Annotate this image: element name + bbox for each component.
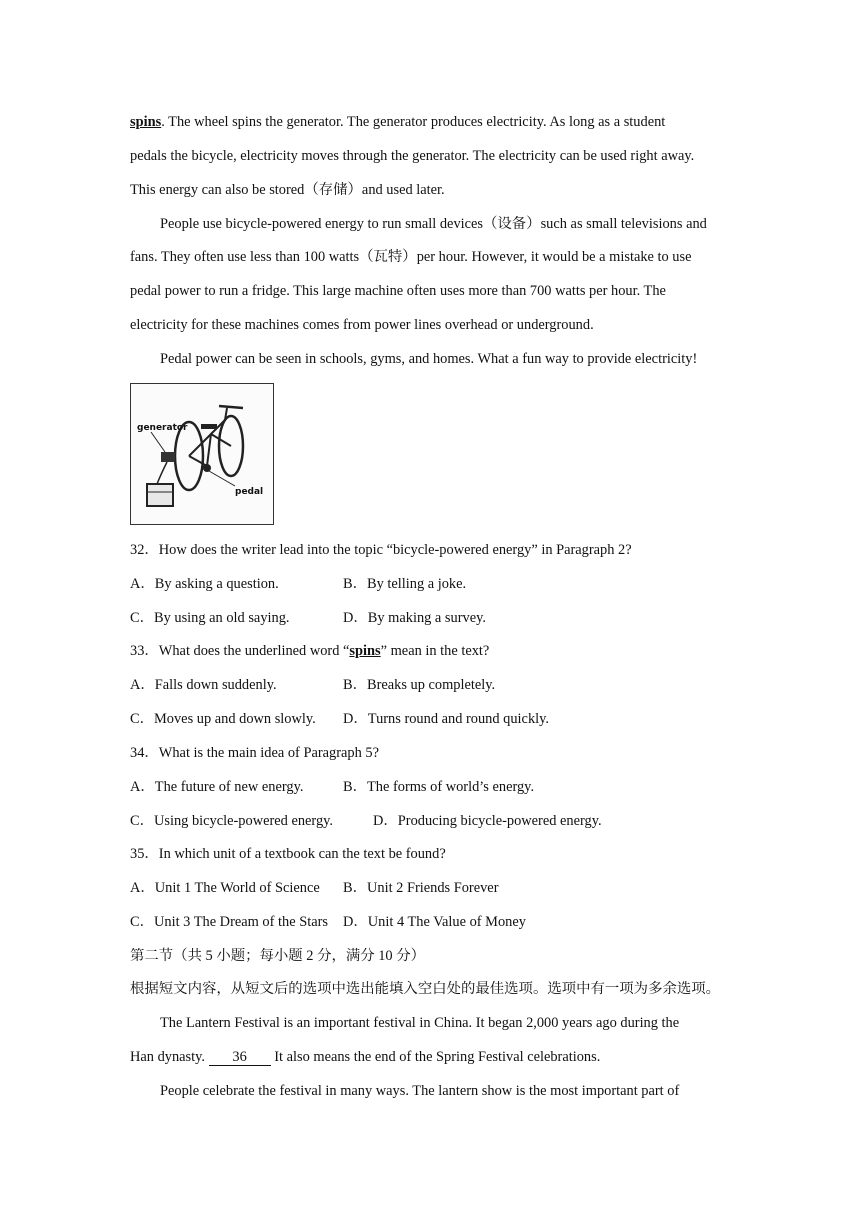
pedal-pointer (209, 471, 235, 486)
battery-box (147, 484, 173, 506)
handlebar (219, 406, 243, 408)
pedal-label: pedal (235, 487, 264, 497)
passage-line (130, 112, 665, 132)
option-d[interactable]: D．Unit 4 The Value of Money (343, 914, 526, 930)
option-a[interactable]: A．By asking a question. (130, 576, 279, 592)
option-c[interactable]: C．Using bicycle-powered energy. (130, 813, 334, 829)
section-heading: 第二节（共 5 小题；每小题 2 分，满分 10 分） (130, 948, 426, 964)
option-b[interactable]: B．Breaks up completely. (343, 677, 496, 693)
option-c[interactable]: C．Unit 3 The Dream of the Stars (130, 914, 328, 930)
passage-text: Han dynasty. (130, 1049, 209, 1065)
wire (157, 462, 167, 484)
pedal-crank (203, 464, 211, 472)
generator-label: generator (137, 423, 188, 433)
seat (201, 424, 217, 429)
passage-line: This energy can also be stored（存储）and used later. (130, 182, 445, 198)
passage-line: People celebrate the festival in many ways. The lantern show is the most important part of (160, 1083, 680, 1099)
passage-line: pedal power to run a fridge. This large machine often uses more than 700 watts per hour. The (130, 283, 666, 299)
bicycle-illustration (131, 384, 273, 524)
passage-line: The Lantern Festival is an important festival in China. It began 2,000 years ago during the (160, 1015, 680, 1031)
section-instruction: 根据短文内容，从短文后的选项中选出能填入空白处的最佳选项。选项中有一项为多余选项。 (130, 981, 721, 997)
option-a[interactable]: A．Unit 1 The World of Science (130, 880, 320, 896)
passage-text: . The wheel spins the generator. The generator produces electricity. As long as a student (161, 114, 666, 130)
passage-line: fans. They often use less than 100 watts（瓦特）per hour. However, it would be a mistake to use (130, 249, 692, 265)
question-34: 34．What is the main idea of Paragraph 5? (130, 745, 379, 761)
option-a[interactable]: A．Falls down suddenly. (130, 677, 277, 693)
passage-line: People use bicycle-powered energy to run small devices（设备）such as small televisions and (160, 216, 707, 232)
option-d[interactable]: D．By making a survey. (343, 610, 486, 626)
option-d[interactable]: D．Producing bicycle-powered energy. (373, 813, 602, 829)
passage-line: pedals the bicycle, electricity moves through the generator. The electricity can be used right away. (130, 148, 695, 164)
generator-block (161, 452, 175, 462)
passage-line: electricity for these machines comes from power lines overhead or underground. (130, 317, 594, 333)
option-d[interactable]: D．Turns round and round quickly. (343, 711, 549, 727)
question-35: 35．In which unit of a textbook can the text be found? (130, 846, 446, 862)
question-33 (130, 641, 489, 661)
option-b[interactable]: B．Unit 2 Friends Forever (343, 880, 499, 896)
blank-36[interactable]: 36 (209, 1049, 271, 1066)
passage-line: Pedal power can be seen in schools, gyms, and homes. What a fun way to provide electricity! (160, 351, 698, 367)
question-text: 33．What does the underlined word “ (130, 643, 350, 659)
underlined-word: spins (349, 643, 381, 659)
generator-pointer (151, 432, 165, 452)
question-32: 32．How does the writer lead into the topic “bicycle-powered energy” in Paragraph 2? (130, 542, 632, 558)
option-c[interactable]: C．By using an old saying. (130, 610, 290, 626)
option-b[interactable]: B．By telling a joke. (343, 576, 467, 592)
option-a[interactable]: A．The future of new energy. (130, 779, 304, 795)
passage-line (130, 1047, 600, 1067)
option-b[interactable]: B．The forms of world’s energy. (343, 779, 535, 795)
question-text: ” mean in the text? (380, 643, 490, 659)
bicycle-generator-figure (130, 383, 274, 525)
bicycle-frame (189, 456, 207, 466)
passage-text: It also means the end of the Spring Festival celebrations. (270, 1049, 601, 1065)
option-c[interactable]: C．Moves up and down slowly. (130, 711, 316, 727)
underlined-word: spins (130, 114, 162, 130)
